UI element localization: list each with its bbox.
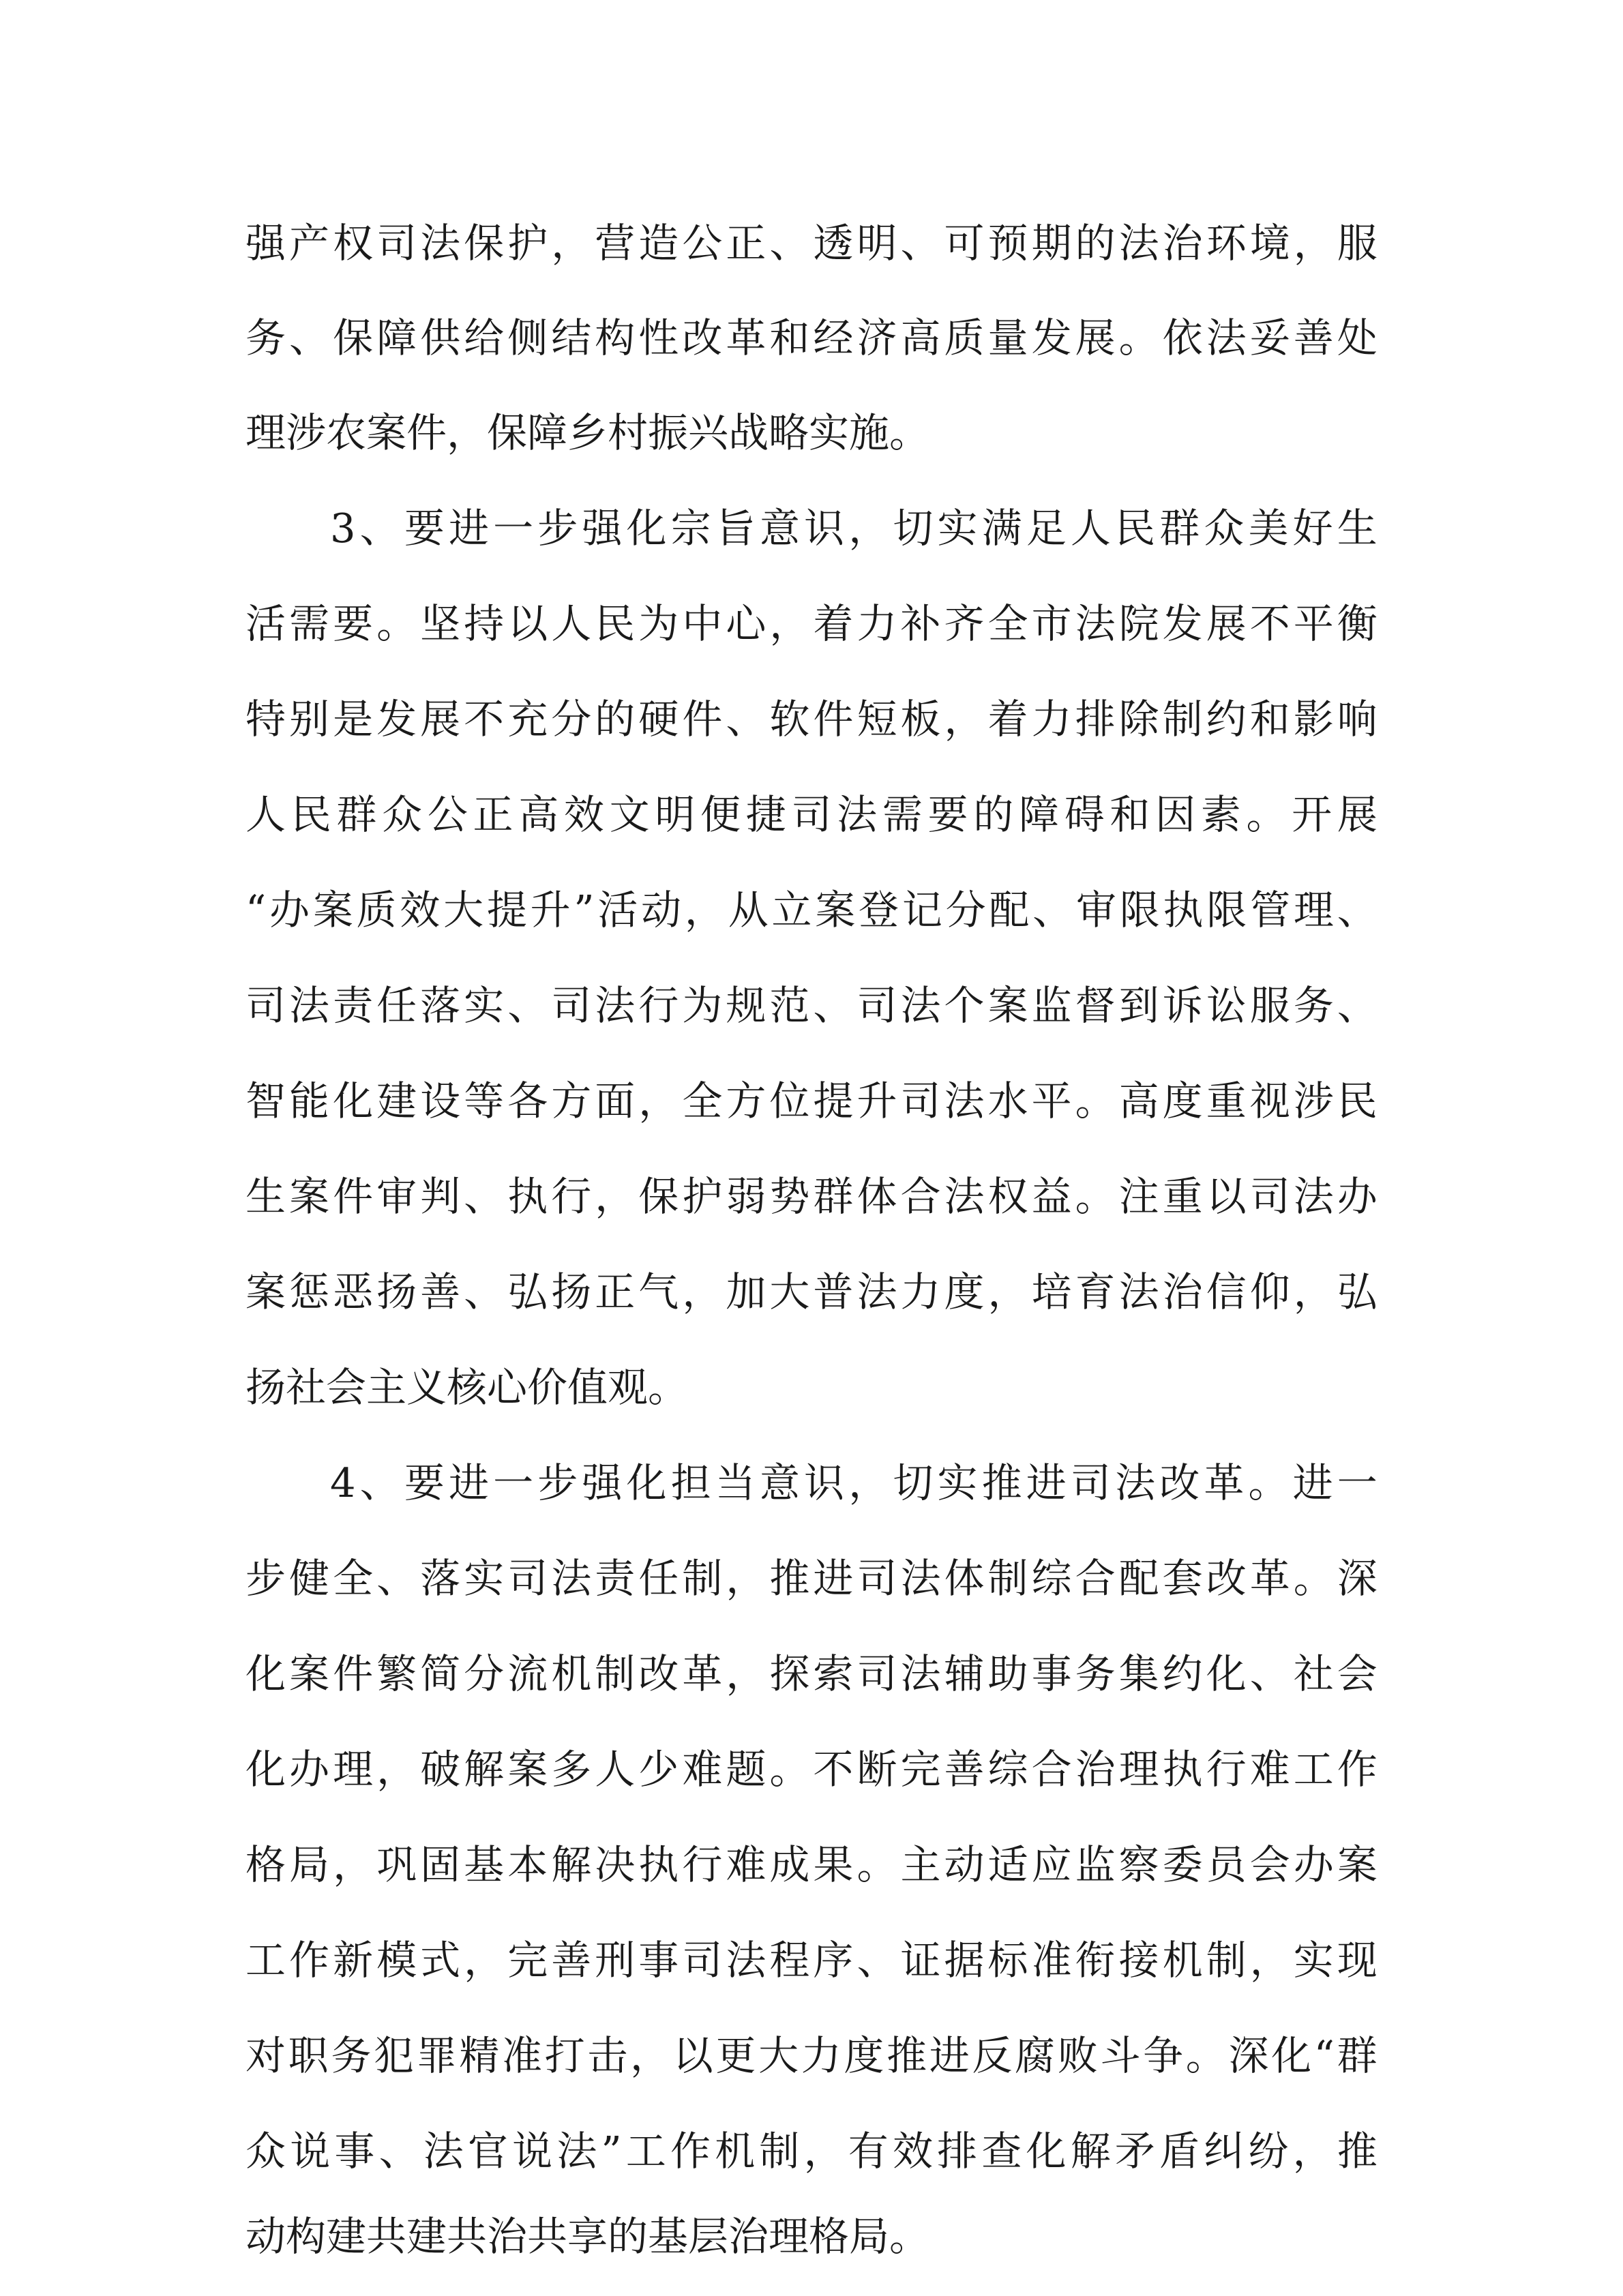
- text-line: 案 惩 恶 扬 善 、 弘 扬 正 气 ， 加 大 普 法 力 度 ， 培 育 法 治 信 仰 ， 弘: [245, 1268, 1378, 1315]
- text-line: 众 说 事 、 法 官 说 法 ” 工 作 机 制 ， 有 效 排 查 化 解 矛 盾 纠 纷 ， 推: [245, 2128, 1378, 2175]
- text-line: 化 办 理 ， 破 解 案 多 人 少 难 题 。 不 断 完 善 综 合 治 理 执 行 难 工 作: [245, 1746, 1378, 1793]
- text-line: 智 能 化 建 设 等 各 方 面 ， 全 方 位 提 升 司 法 水 平 。 高 度 重 视 涉 民: [245, 1077, 1378, 1124]
- text-line: 特 别 是 发 展 不 充 分 的 硬 件 、 软 件 短 板 ， 着 力 排 除 制 约 和 影 响: [245, 696, 1378, 743]
- paragraph-4-first-line: 4 、 要 进 一 步 强 化 担 当 意 识 ， 切 实 推 进 司 法 改 革 。 进 一: [330, 1459, 1378, 1506]
- text-line: 动构建共建共治共享的基层治理格局。: [245, 2213, 930, 2260]
- text-line: “ 办 案 质 效 大 提 升 ” 活 动 ， 从 立 案 登 记 分 配 、 审 限 执 限 管 理 、: [245, 886, 1378, 934]
- text-line: 格 局 ， 巩 固 基 本 解 决 执 行 难 成 果 。 主 动 适 应 监 察 委 员 会 办 案: [245, 1841, 1378, 1888]
- text-line: 务 、 保 障 供 给 侧 结 构 性 改 革 和 经 济 高 质 量 发 展 。 依 法 妥 善 处: [245, 314, 1378, 361]
- text-line: 司 法 责 任 落 实 、 司 法 行 为 规 范 、 司 法 个 案 监 督 到 诉 讼 服 务 、: [245, 982, 1378, 1029]
- text-line: 扬社会主义核心价值观。: [245, 1364, 689, 1411]
- text-line: 步 健 全 、 落 实 司 法 责 任 制 ， 推 进 司 法 体 制 综 合 配 套 改 革 。 深: [245, 1555, 1378, 1602]
- text-line: 理涉农案件，保障乡村振兴战略实施。: [245, 409, 930, 456]
- text-line: 生 案 件 审 判 、 执 行 ， 保 护 弱 势 群 体 合 法 权 益 。 注 重 以 司 法 办: [245, 1173, 1378, 1220]
- text-line: 人 民 群 众 公 正 高 效 文 明 便 捷 司 法 需 要 的 障 碍 和 因 素 。 开 展: [245, 791, 1378, 838]
- text-line: 对 职 务 犯 罪 精 准 打 击 ， 以 更 大 力 度 推 进 反 腐 败 斗 争 。 深 化 “ 群: [245, 2032, 1378, 2079]
- text-line: 化 案 件 繁 简 分 流 机 制 改 革 ， 探 索 司 法 辅 助 事 务 集 约 化 、 社 会: [245, 1650, 1378, 1697]
- paragraph-3-first-line: 3 、 要 进 一 步 强 化 宗 旨 意 识 ， 切 实 满 足 人 民 群 众 美 好 生: [330, 505, 1378, 552]
- text-line: 工 作 新 模 式 ， 完 善 刑 事 司 法 程 序 、 证 据 标 准 衔 接 机 制 ， 实 现: [245, 1937, 1378, 1984]
- text-line: 活 需 要 。 坚 持 以 人 民 为 中 心 ， 着 力 补 齐 全 市 法 院 发 展 不 平 衡: [245, 600, 1378, 647]
- text-line: 强 产 权 司 法 保 护 ， 营 造 公 正 、 透 明 、 可 预 期 的 法 治 环 境 ， 服: [245, 220, 1378, 267]
